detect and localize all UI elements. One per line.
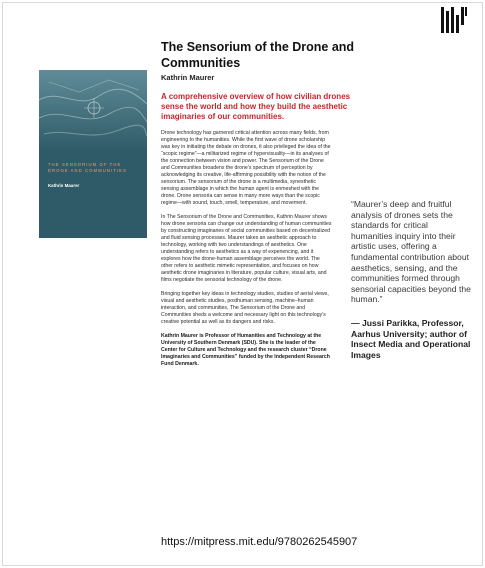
author-bio: Kathrin Maurer is Professor of Humanities and Technology at the University of Southern Denmark (SDU). She is the leader of the Center for Culture and Technology and the research cluster “Drone Imaginaries and Communities” funded by the Independent Research Fund Denmark.	[161, 332, 330, 367]
description-paragraph: Drone technology has garnered critical attention across many fields, from engineering to the humanities. While the first wave of drone scholarship was key in initiating the debate on drones, it also privileged the idea of the “scopic regime”—a militarized regime of hypervisuality—in its analyses of the connection between vision and power. The Sensorium of the Drone and Communities broadens the drone’s spectrum of perception by acknowledging its creative, life-affirming possibility with the notion of the sensorium. The sensorium of the drone is a multimedia, synesthetic sensing assemblage in which the human agent is enmeshed with the drone. Drone sensoria can sense in many more ways than the scopic regime—with sound, touch, smell, temperature, and movement.	[161, 130, 331, 207]
mit-press-logo-icon	[441, 7, 467, 33]
description-paragraph: Bringing together key ideas in technology studies, studies of aerial views, visual and aesthetic studies, posthuman sensing, machine–human interaction, and communities, The Sensorium of the Drone and Communities sheds a welcome and necessary light on this technology’s creative potential as well as its dangers and risks.	[161, 290, 329, 326]
cover-title: THE SENSORIUM OF THE DRONE AND COMMUNITIES	[48, 162, 127, 173]
book-description	[161, 130, 333, 374]
description-paragraph: In The Sensorium of the Drone and Communities, Kathrin Maurer shows how drone sensoria can change our understanding of human communities by constructing imaginaries of social communities based on decentralized and fluid sensing processes. Maurer takes an aesthetic approach to technology, working with two understandings of aesthetics. One understanding refers to aesthetics as a way of experiencing, and it explores how the drone-human assemblage perceives the world. The other refers to aesthetic mimetic representation, and focuses on how aesthetic drone imaginaries in literature, popular culture, visual arts, and films negotiate the sensorial technology of the drone.	[161, 214, 332, 284]
cover-author: Kathrin Maurer	[48, 183, 80, 188]
book-url-link[interactable]: https://mitpress.mit.edu/9780262545907	[161, 536, 358, 548]
cover-artwork	[39, 70, 147, 238]
book-title: The Sensorium of the Drone and Communities	[161, 40, 355, 70]
book-cover	[39, 70, 147, 238]
endorsement-quote: “Maurer’s deep and fruitful analysis of drones sets the standards for critical humanities inquiry into their artistic uses, offering a fundamental contribution about aesthetics, sensing, and the communities formed through sensorial capacities beyond the human.”	[351, 199, 471, 305]
endorsement-attribution: — Jussi Parikka, Professor, Aarhus University; author of Insect Media and Operational Images	[351, 318, 471, 360]
book-tagline: A comprehensive overview of how civilian drones sense the world and how they build the aesthetic imaginaries of our communities.	[161, 92, 351, 121]
book-author: Kathrin Maurer	[161, 73, 215, 82]
